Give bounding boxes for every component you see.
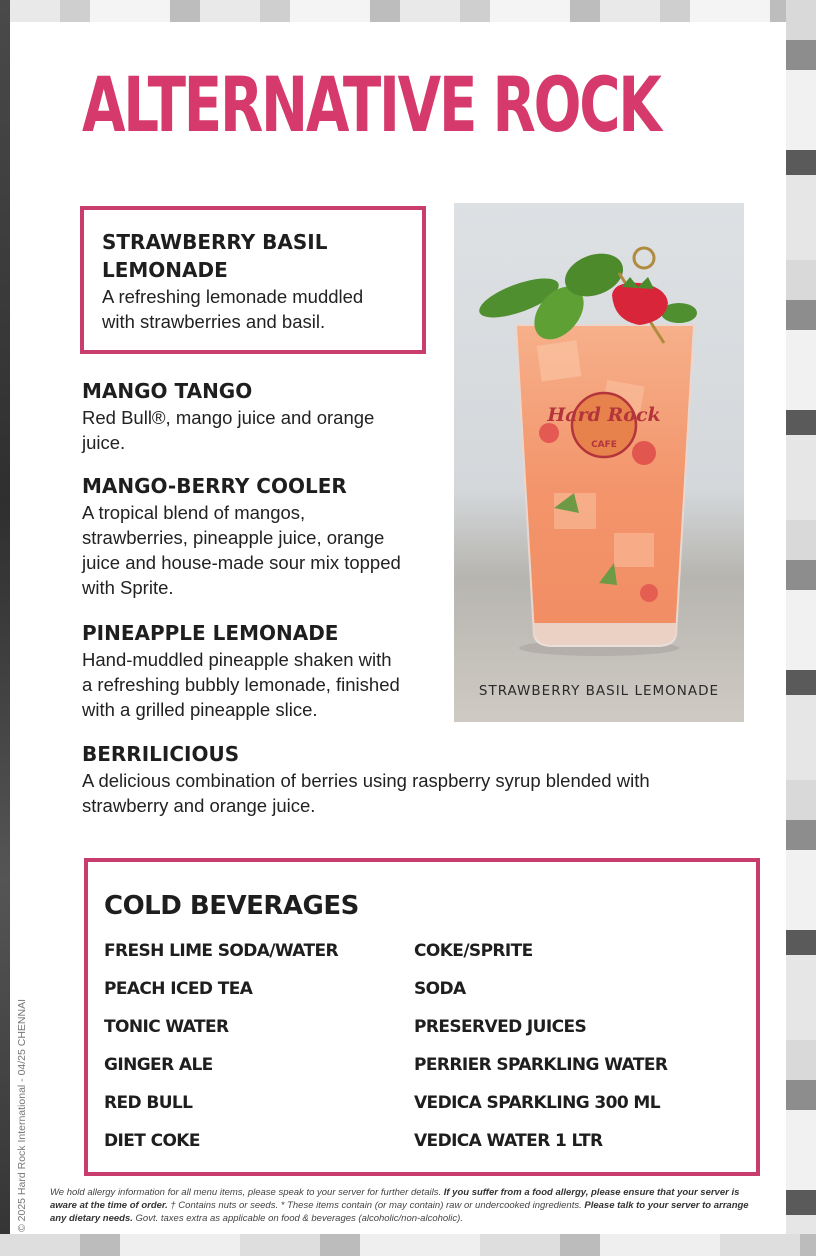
item-desc-line: Red Bull®, mango juice and orange	[82, 407, 375, 428]
item-desc-line: a refreshing bubbly lemonade, finished	[82, 674, 400, 695]
collage-right-edge	[786, 0, 816, 1256]
menu-page	[10, 22, 786, 1234]
item-desc-line: strawberries, pineapple juice, orange	[82, 527, 385, 548]
collage-left-edge	[0, 0, 10, 1256]
beverage-left-4: GINGER ALE	[104, 1055, 213, 1075]
page-title: ALTERNATIVE ROCK	[82, 60, 660, 149]
item-desc-line: A delicious combination of berries using raspberry syrup blended with	[82, 770, 650, 791]
menu-item-berrilicious	[82, 740, 650, 818]
beverage-left-5: RED BULL	[104, 1093, 193, 1113]
beverage-right-2: SODA	[414, 979, 466, 999]
beverage-left-6: DIET COKE	[104, 1131, 200, 1151]
featured-item-desc-line1: A refreshing lemonade muddled	[102, 286, 364, 307]
item-desc-line: strawberry and orange juice.	[82, 795, 316, 816]
item-desc-line: Hand-muddled pineapple shaken with	[82, 649, 392, 670]
item-desc-line: with Sprite.	[82, 577, 174, 598]
beverage-right-5: VEDICA SPARKLING 300 ML	[414, 1093, 660, 1113]
footer-part1: We hold allergy information for all menu items, please speak to your server for further details.	[50, 1187, 442, 1198]
item-name: MANGO-BERRY COOLER	[82, 474, 347, 498]
beverage-right-4: PERRIER SPARKLING WATER	[414, 1055, 668, 1075]
drink-photo	[454, 203, 744, 722]
photo-caption: STRAWBERRY BASIL LEMONADE	[478, 683, 720, 699]
cold-beverages-title: COLD BEVERAGES	[104, 891, 359, 921]
allergy-footer-note	[50, 1186, 750, 1225]
beverage-left-1: FRESH LIME SODA/WATER	[104, 941, 339, 961]
item-name: MANGO TANGO	[82, 379, 253, 403]
menu-item-pineapple-lemonade	[82, 619, 400, 722]
beverage-left-2: PEACH ICED TEA	[104, 979, 253, 999]
collage-top-edge	[0, 0, 816, 22]
item-desc-line: with a grilled pineapple slice.	[82, 699, 318, 720]
beverage-right-6: VEDICA WATER 1 LTR	[414, 1131, 603, 1151]
footer-part2: If you suffer from a food allergy, please ensure that your server is aware at the time of order.	[50, 1187, 740, 1211]
footer-part5: Govt. taxes extra as applicable on food & beverages (alcoholic/non-alcoholic).	[135, 1213, 463, 1224]
menu-item-mango-berry-cooler	[82, 472, 401, 600]
collage-bottom-edge	[0, 1234, 816, 1256]
beverage-right-3: PRESERVED JUICES	[414, 1017, 587, 1037]
cold-beverages-box	[84, 858, 760, 1176]
footer-part3: † Contains nuts or seeds. * These items contain (or may contain) raw or undercooked ingredients.	[170, 1200, 582, 1211]
featured-item-box	[80, 206, 426, 354]
logo-text: Hard Rock	[547, 404, 661, 426]
featured-item-name-line2: LEMONADE	[102, 258, 228, 282]
item-name: PINEAPPLE LEMONADE	[82, 621, 339, 645]
beverage-right-1: COKE/SPRITE	[414, 941, 533, 961]
item-desc-line: juice and house-made sour mix topped	[82, 552, 401, 573]
menu-item-mango-tango	[82, 377, 374, 455]
item-desc-line: A tropical blend of mangos,	[82, 502, 306, 523]
side-credit: © 2025 Hard Rock International - 04/25 CHENNAI	[16, 998, 28, 1232]
footer-part4: Please talk to your server to arrange any dietary needs.	[50, 1200, 749, 1224]
beverage-left-3: TONIC WATER	[104, 1017, 229, 1037]
logo-sub-text: CAFE	[591, 440, 617, 450]
item-desc-line: juice.	[82, 432, 126, 453]
featured-item-name-line1: STRAWBERRY BASIL	[102, 230, 328, 254]
strawberry-basil-lemonade-illustration	[454, 203, 744, 722]
featured-item-desc-line2: with strawberries and basil.	[102, 311, 326, 332]
item-name: BERRILICIOUS	[82, 742, 240, 766]
